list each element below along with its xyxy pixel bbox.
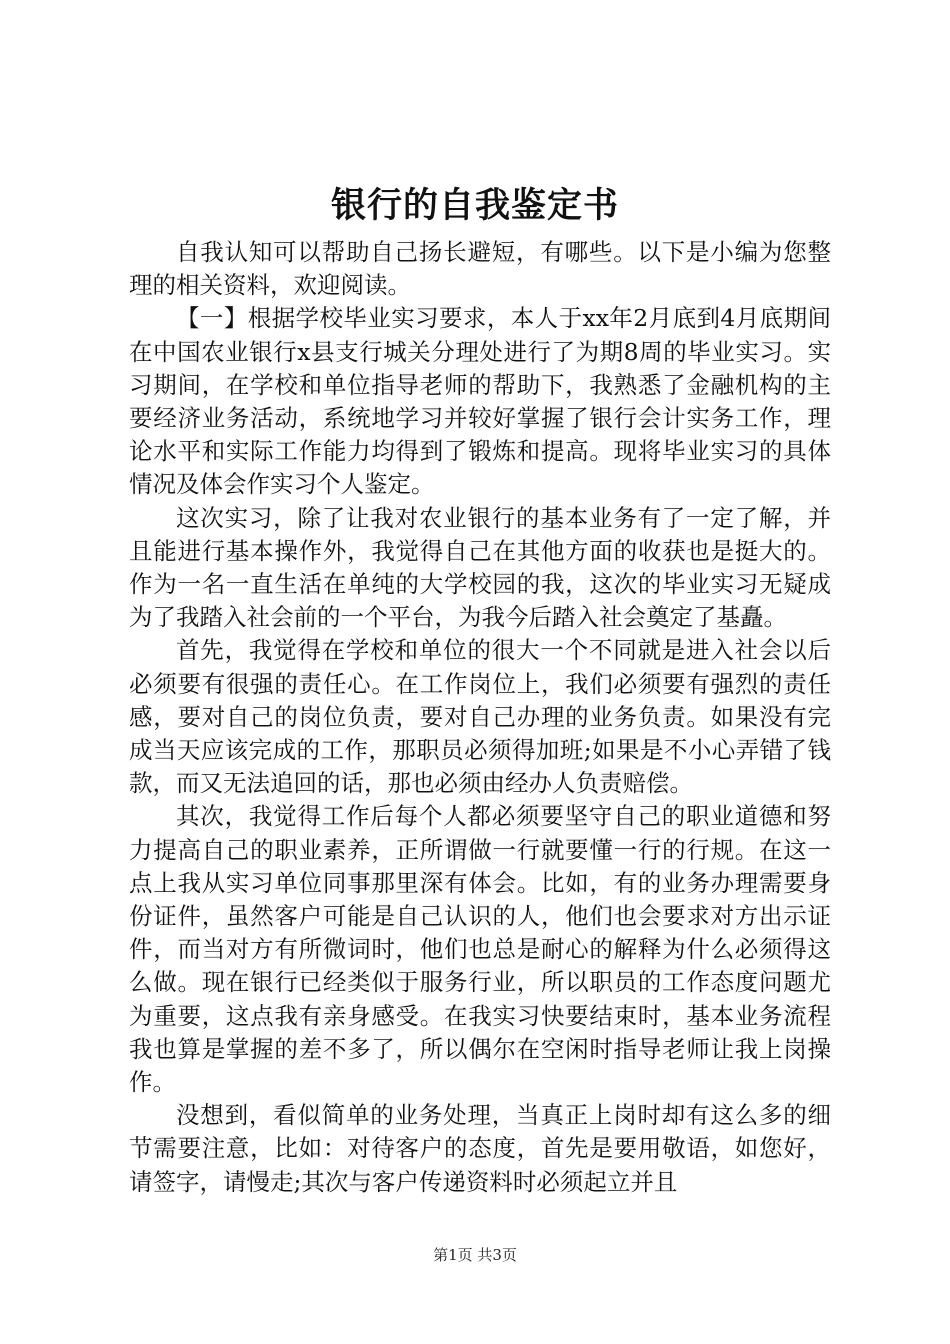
page-number-footer: 第1页 共3页	[433, 1246, 517, 1264]
paragraph-intro: 自我认知可以帮助自己扬长避短，有哪些。以下是小编为您整理的相关资料，欢迎阅读。	[129, 238, 831, 300]
document-title: 银行的自我鉴定书	[330, 185, 619, 226]
paragraph-internship-gains: 这次实习，除了让我对农业银行的基本业务有了一定了解，并且能进行基本操作外，我觉得自己在其他方面的收获也是挺大的。作为一名一直生活在单纯的大学校园的我，这次的毕业实习无疑成为了我踏入社会前的一个平台，为我今后踏入社会奠定了基矗。	[129, 503, 831, 632]
paragraph-professional-ethics: 其次，我觉得工作后每个人都必须要坚守自己的职业道德和努力提高自己的职业素养，正所谓做一行就要懂一行的行规。在这一点上我从实习单位同事那里深有体会。比如，有的业务办理需要身份证件，虽然客户可能是自己认识的人，他们也会要求对方出示证件，而当对方有所微词时，他们也总是耐心的解释为什么必须得这么做。现在银行已经类似于服务行业，所以职员的工作态度问题尤为重要，这点我有亲身感受。在我实习快要结束时，基本业务流程我也算是掌握的差不多了，所以偶尔在空闲时指导老师让我上岗操作。	[129, 802, 831, 1097]
document-body	[129, 236, 831, 1199]
paragraph-section-one: 【一】根据学校毕业实习要求，本人于xx年2月底到4月底期间在中国农业银行x县支行城关分理处进行了为期8周的毕业实习。实习期间，在学校和单位指导老师的帮助下，我熟悉了金融机构的主要经济业务活动，系统地学习并较好掌握了银行会计实务工作，理论水平和实际工作能力均得到了锻炼和提高。现将毕业实习的具体情况及体会作实习个人鉴定。	[129, 304, 831, 499]
paragraph-details: 没想到，看似简单的业务处理，当真正上岗时却有这么多的细节需要注意，比如：对待客户的态度，首先是要用敬语，如您好，请签字，请慢走;其次与客户传递资料时必须起立并且	[129, 1101, 831, 1196]
paragraph-responsibility: 首先，我觉得在学校和单位的很大一个不同就是进入社会以后必须要有很强的责任心。在工作岗位上，我们必须要有强烈的责任感，要对自己的岗位负责，要对自己办理的业务负责。如果没有完成当天应该完成的工作，那职员必须得加班;如果是不小心弄错了钱款，而又无法追回的话，那也必须由经办人负责赔偿。	[129, 636, 831, 798]
